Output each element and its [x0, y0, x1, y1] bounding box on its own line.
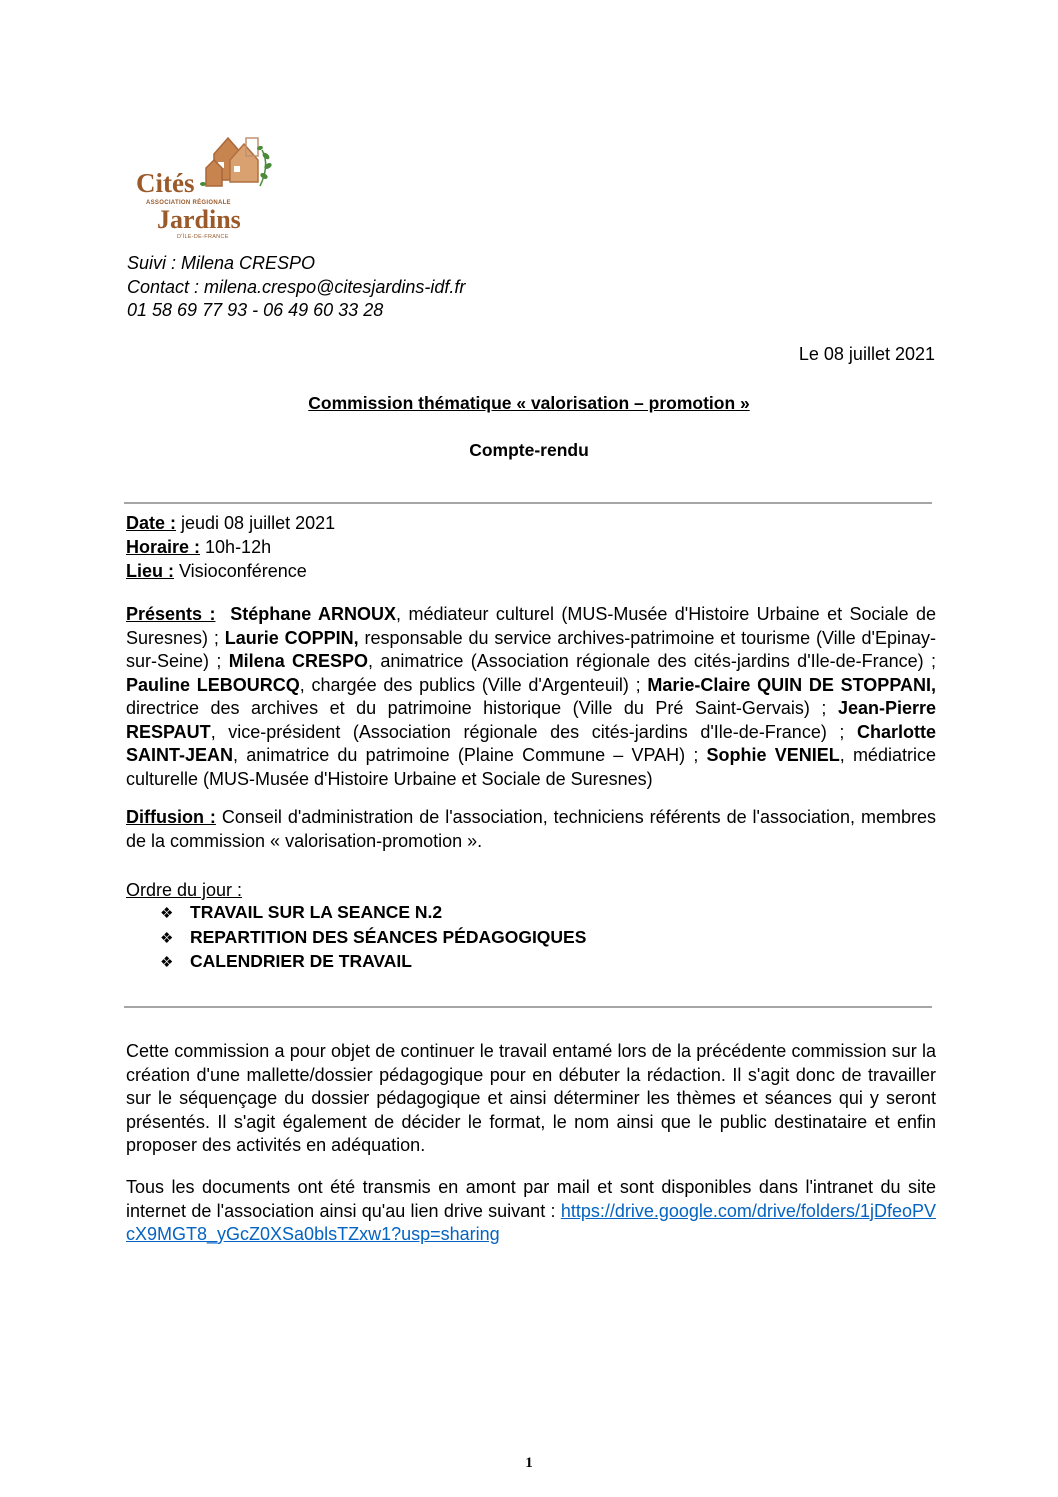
attendee-desc: , chargée des publics (Ville d'Argenteuil) ; [299, 674, 648, 695]
body-paragraph-objective: Cette commission a pour objet de continuer le travail entamé lors de la précédente commission sur la création d'une mallette/dossier pédagogique pour en débuter la rédaction. Il s'agit donc de travailler sur le séquençage du dossier pédagogique et ainsi déterminer les thèmes et séances qui y seront présentés. Il s'agit également de décider le format, le nom ainsi que le public destinataire et enfin proposer des activités en adéquation. [126, 1041, 936, 1155]
date-label: Date : [126, 513, 177, 533]
document-title: Commission thématique « valorisation – promotion » [308, 393, 750, 413]
contact-email-line[interactable]: Contact : milena.crespo@citesjardins-idf.fr [127, 276, 466, 297]
diamond-bullet-icon: ❖ [160, 905, 174, 922]
meeting-date-row [126, 511, 335, 535]
agenda-item [160, 901, 586, 926]
attendee-desc: , médiatrice culturelle (MUS-Musée d'Histoire Urbaine et Sociale de Suresnes) [126, 745, 936, 789]
meeting-time-row [126, 535, 335, 559]
document-subtitle: Compte-rendu [469, 440, 589, 460]
attendee-desc: , médiateur culturel (MUS-Musée d'Histoire Urbaine et Sociale de Suresnes) ; [126, 604, 936, 648]
body-paragraph-documents [126, 1176, 936, 1247]
agenda-item-text: TRAVAIL SUR LA SEANCE N.2 [190, 902, 443, 922]
drive-link[interactable]: https://drive.google.com/drive/folders/1jDfeoPVcX9MGT8_yGcZ0XSa0blsTZxw1?usp=sharing [126, 1200, 936, 1244]
attendee-name: Pauline LEBOURCQ [126, 674, 300, 695]
diffusion-text: Conseil d'administration de l'association, techniciens référents de l'association, membres de la commission « valorisation-promotion ». [126, 807, 936, 851]
agenda-item-text: REPARTITION DES SÉANCES PÉDAGOGIQUES [190, 926, 587, 947]
attendee-desc: , animatrice du patrimoine (Plaine Commune – VPAH) ; [233, 745, 707, 765]
attendee-name: Sophie VENIEL [706, 745, 840, 765]
horizontal-divider [124, 1006, 932, 1008]
attendees-paragraph [126, 603, 936, 791]
attendee-name: Stéphane ARNOUX [230, 604, 397, 624]
meeting-details [126, 511, 335, 583]
contact-phones-line: 01 58 69 77 93 - 06 49 60 33 28 [127, 300, 384, 320]
agenda-item-text: CALENDRIER DE TRAVAIL [190, 951, 412, 971]
contact-block [127, 252, 465, 323]
logo-text-jardins: Jardins [157, 205, 241, 234]
document-date: Le 08 juillet 2021 [798, 344, 935, 364]
documents-text: Tous les documents ont été transmis en amont par mail et sont disponibles dans l'intranet du site internet de l'association ainsi qu'au lien drive suivant : [126, 1177, 936, 1221]
agenda-title: Ordre du jour : [126, 880, 243, 900]
suivi-line: Suivi : Milena CRESPO [127, 253, 316, 273]
agenda-item [160, 950, 586, 975]
attendee-name: Jean-Pierre RESPAUT [126, 698, 936, 742]
diffusion-paragraph [126, 806, 936, 853]
logo-text-region: D'ÎLE-DE-FRANCE [177, 234, 229, 240]
lieu-value: Visioconférence [174, 561, 307, 581]
agenda-list [160, 901, 586, 975]
attendee-desc: directrice des archives et du patrimoine historique (Ville du Pré Saint-Gervais) ; [126, 698, 838, 718]
attendee-name: Marie-Claire QUIN DE STOPPANI, [647, 674, 936, 695]
attendee-desc: responsable du service archives-patrimoine et tourisme (Ville d'Epinay-sur-Seine) ; [126, 627, 936, 671]
date-value: jeudi 08 juillet 2021 [176, 513, 336, 533]
horizontal-divider [124, 502, 932, 504]
page-number: 1 [525, 1455, 533, 1471]
logo-text-association: ASSOCIATION RÉGIONALE [146, 200, 231, 206]
lieu-label: Lieu : [126, 561, 174, 581]
horaire-value: 10h-12h [200, 537, 272, 557]
organization-logo [132, 130, 284, 242]
presents-label: Présents : [126, 604, 216, 624]
diamond-bullet-icon: ❖ [160, 929, 174, 947]
attendee-name: Laurie COPPIN, [224, 627, 359, 648]
horaire-label: Horaire : [126, 537, 201, 557]
attendee-name: Milena CRESPO [228, 651, 369, 671]
attendee-desc: , animatrice (Association régionale des cités-jardins d'Ile-de-France) ; [368, 651, 936, 671]
attendee-name: Charlotte SAINT-JEAN [126, 721, 936, 765]
meeting-location-row [126, 559, 335, 583]
attendee-desc: , vice-président (Association régionale des cités-jardins d'Ile-de-France) ; [210, 721, 857, 742]
diamond-bullet-icon: ❖ [160, 954, 174, 971]
diffusion-label: Diffusion : [126, 807, 216, 827]
agenda-item [160, 926, 586, 951]
logo-text-cites: Cités [136, 168, 195, 198]
